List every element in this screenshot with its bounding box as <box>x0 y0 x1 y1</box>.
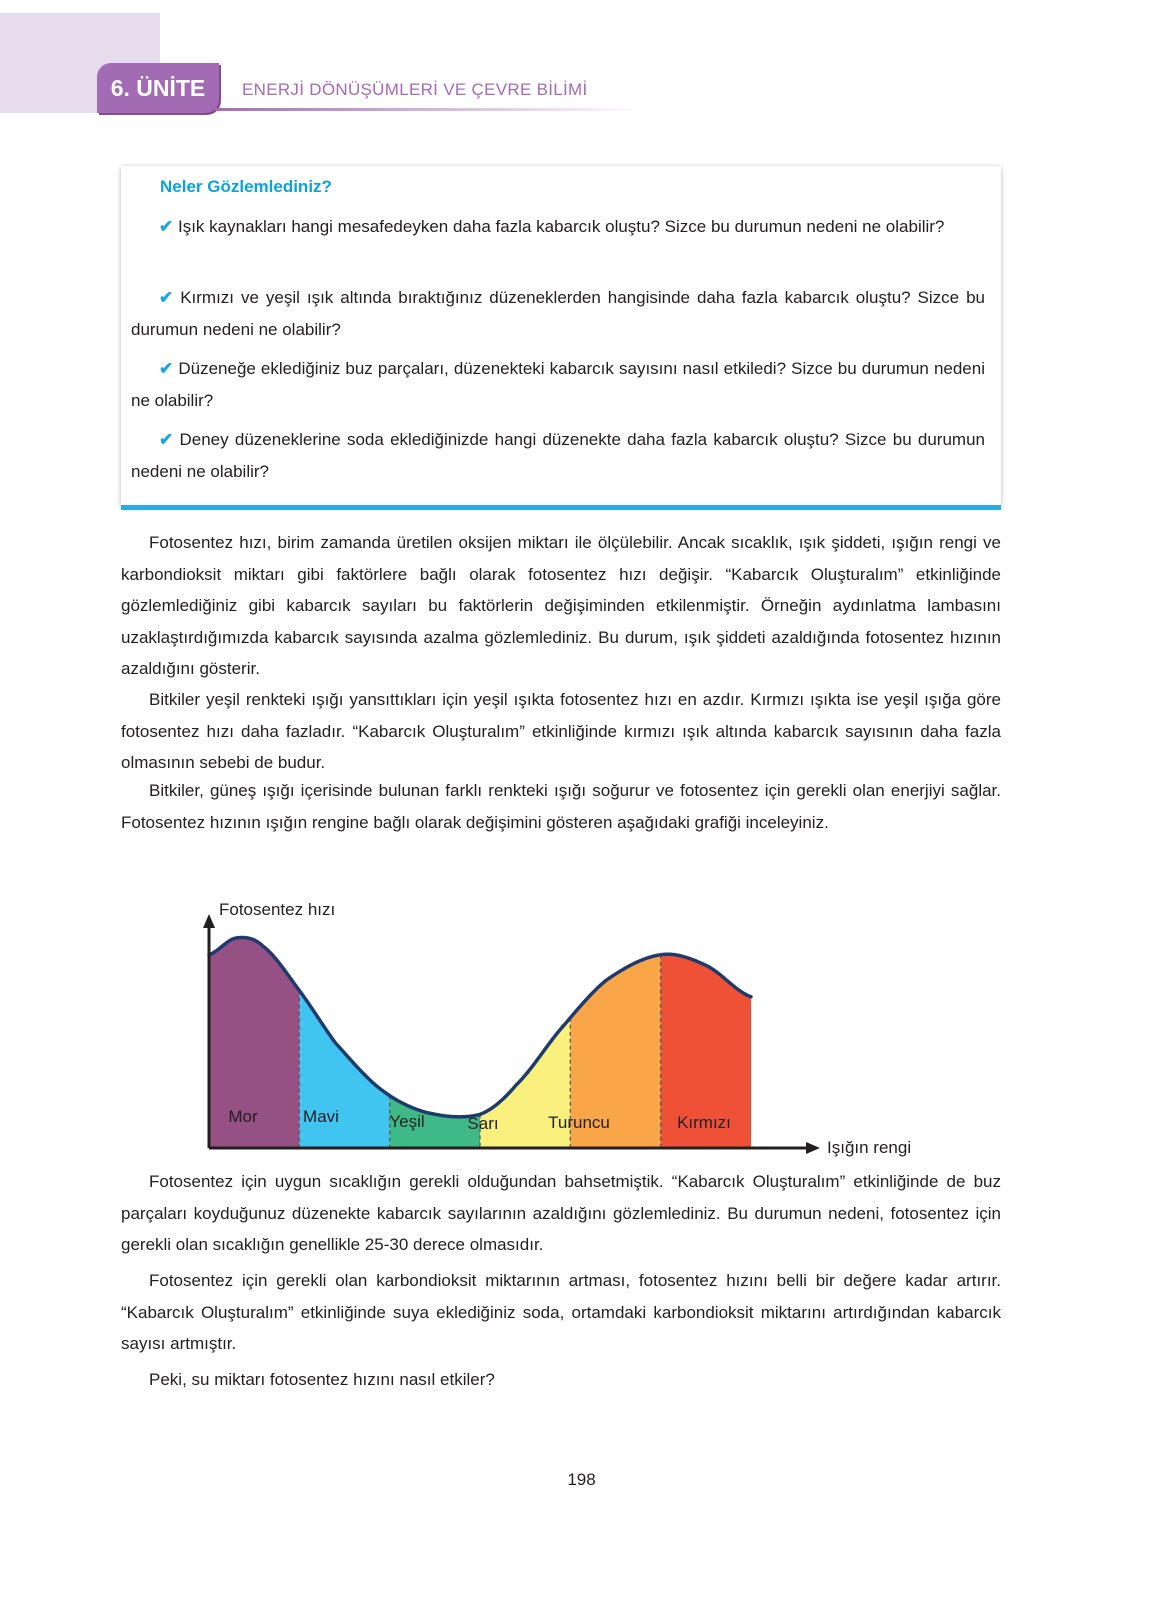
check-icon: ✔ <box>159 217 174 236</box>
y-axis-label: Fotosentez hızı <box>219 900 336 919</box>
check-icon: ✔ <box>159 288 174 307</box>
x-axis-label: Işığın rengi <box>827 1138 912 1157</box>
observation-question-1: ✔ Işık kaynakları hangi mesafedeyken daha fazla kabarcık oluştu? Sizce bu durumun nedeni ne olabilir? <box>159 217 945 236</box>
x-axis-arrow <box>806 1142 820 1154</box>
category-label: Mavi <box>303 1107 339 1126</box>
category-label: Sarı <box>467 1114 499 1133</box>
category-label: Turuncu <box>548 1113 610 1132</box>
body-paragraph-3: Bitkiler, güneş ışığı içerisinde bulunan farklı renkteki ışığı soğurur ve fotosentez için gerekli olan enerjiyi sağlar. Fotosentez hızının ışığın rengine bağlı olarak değişimini gösteren aşağıdaki grafiği inceleyiniz. <box>121 781 1001 832</box>
observation-title: Neler Gözlemlediniz? <box>160 177 332 196</box>
observation-question-3: ✔ Düzeneğe eklediğiniz buz parçaları, düzenekteki kabarcık sayısını nasıl etkiledi? Sizce bu durumun nedeni ne olabilir? <box>131 359 985 410</box>
check-icon: ✔ <box>159 359 174 378</box>
body-paragraph-2: Bitkiler yeşil renkteki ışığı yansıttıkları için yeşil ışıkta fotosentez hızı en azdır. Kırmızı ışıkta ise yeşil ışığa göre fotosentez hızı daha fazladır. “Kabarcık Oluşturalım” etkinliğinde kırmızı ışık altında kabarcık sayısının daha fazla olmasının sebebi de budur. <box>121 690 1001 772</box>
y-axis-arrow <box>203 914 215 928</box>
body-paragraph-6: Peki, su miktarı fotosentez hızını nasıl etkiler? <box>149 1370 495 1389</box>
check-icon: ✔ <box>159 430 174 449</box>
observation-question-2: ✔ Kırmızı ve yeşil ışık altında bıraktığınız düzeneklerden hangisinde daha fazla kabarcık oluştu? Sizce bu durumun nedeni ne olabilir? <box>131 288 985 339</box>
body-paragraph-4: Fotosentez için uygun sıcaklığın gerekli olduğundan bahsetmiştik. “Kabarcık Oluşturalım” etkinliğinde de buz parçaları koyduğunuz düzenekte kabarcık sayılarının azaldığını gözlemlediniz. Bu durumun nedeni, fotosentez için gerekli olan sıcaklığın genellikle 25-30 derece olmasıdır. <box>121 1172 1001 1254</box>
unit-badge: 6. ÜNİTE <box>97 63 219 113</box>
body-paragraph-5: Fotosentez için gerekli olan karbondioksit miktarının artması, fotosentez hızını belli bir değere kadar artırır. “Kabarcık Oluşturalım” etkinliğinde suya eklediğiniz soda, ortamdaki karbondioksit miktarını artırdığından kabarcık sayısı artmıştır. <box>121 1271 1001 1353</box>
observation-question-4: ✔ Deney düzeneklerine soda eklediğinizde hangi düzenekte daha fazla kabarcık oluştu? Sizce bu durumun nedeni ne olabilir? <box>131 430 985 481</box>
category-label: Mor <box>228 1107 258 1126</box>
page-number: 198 <box>567 1470 596 1489</box>
unit-title: ENERJİ DÖNÜŞÜMLERİ VE ÇEVRE BİLİMİ <box>242 80 588 99</box>
category-label: Yeşil <box>389 1112 425 1131</box>
category-label: Kırmızı <box>677 1113 731 1132</box>
body-paragraph-1: Fotosentez hızı, birim zamanda üretilen oksijen miktarı ile ölçülebilir. Ancak sıcaklık, ışık şiddeti, ışığın rengi ve karbondioksit miktarı gibi faktörlere bağlı olarak fotosentez hızı değişir. “Kabarcık Oluşturalım” etkinliğinde gözlemlediğiniz gibi kabarcık sayıları bu faktörlerin değişiminden etkilenmiştir. Örneğin aydınlatma lambasını uzaklaştırdığımızda kabarcık sayısında azalma gözlemlediniz. Bu durum, ışık şiddeti azaldığında fotosentez hızının azaldığını gösterir. <box>121 533 1001 678</box>
